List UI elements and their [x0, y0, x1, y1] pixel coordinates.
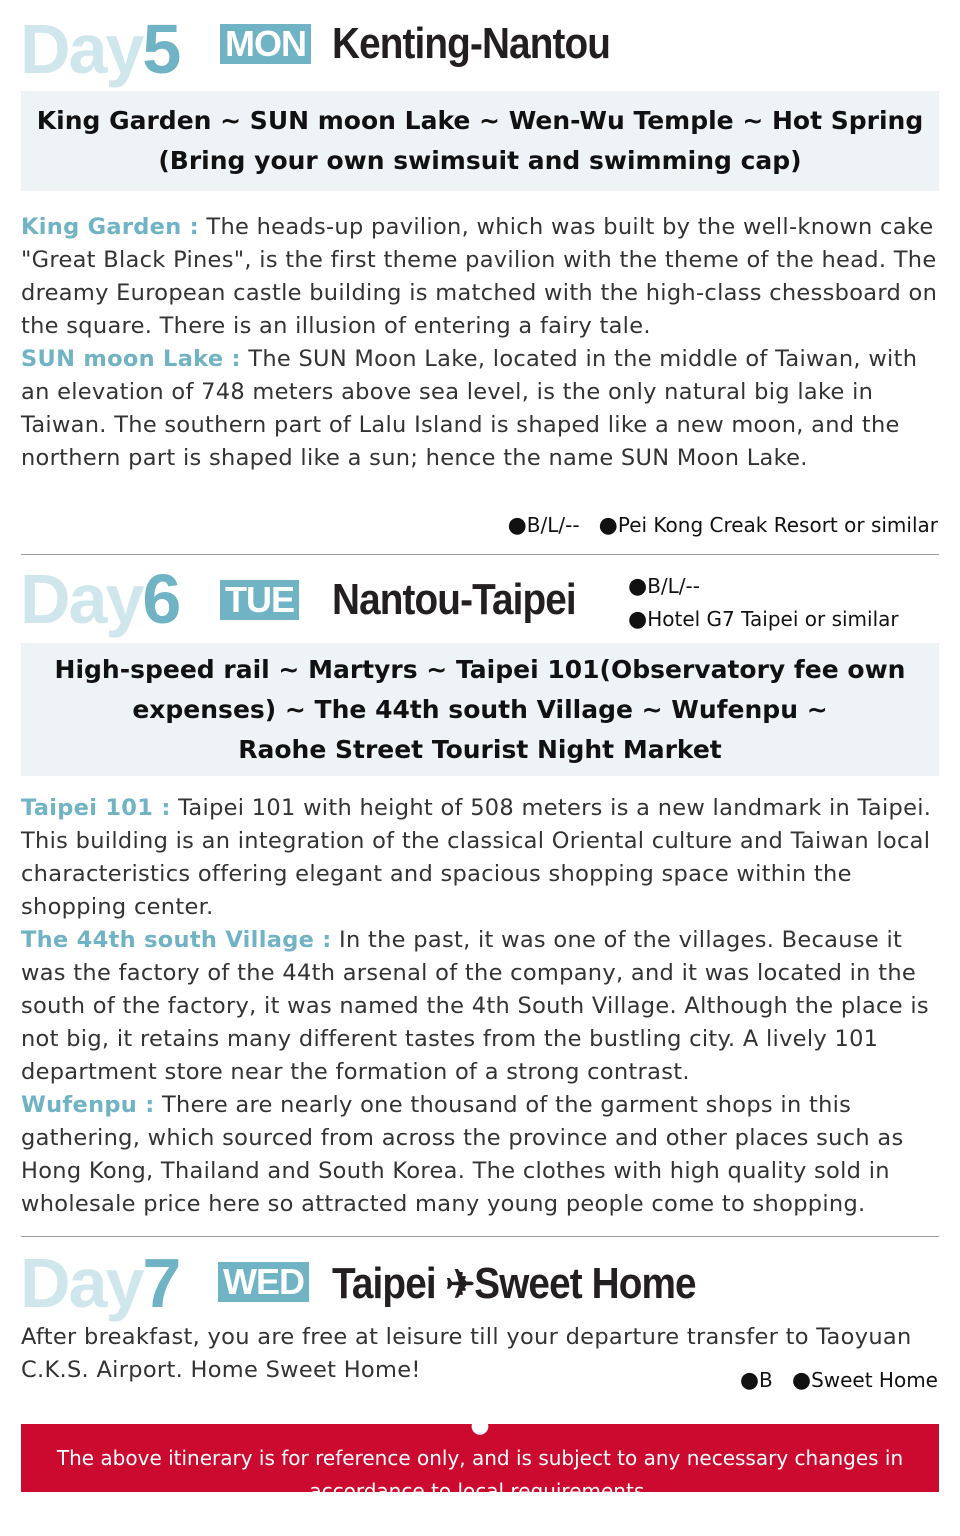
route-to: Sweet Home	[474, 1259, 696, 1308]
bullet-icon: ●	[507, 513, 527, 538]
divider	[21, 554, 939, 555]
paragraph-label: SUN moon Lake :	[21, 346, 241, 372]
day6-header	[20, 560, 620, 654]
bullet-icon: ●	[598, 513, 618, 538]
paragraph	[21, 792, 939, 924]
route-title: Nantou-Taipei	[332, 575, 576, 624]
day-number: 6	[142, 560, 180, 638]
paragraph	[21, 343, 939, 475]
bullet-icon: ●	[628, 607, 648, 632]
paragraph-text: In the past, it was one of the villages. Because it was the factory of the 44th arsenal of the company, and it was located in the south of the factory, it was named the 4th South Village. Although the place is not big, it retains many different tastes from the bustling city. A lively 101 department store near the formation of a strong contrast.	[21, 927, 929, 1085]
route-from: Taipei	[332, 1259, 436, 1308]
paragraph-text: Taipei 101 with height of 508 meters is a new landmark in Taipei. This building is an integration of the classical Oriental culture and Taiwan local characteristics offering elegant and spacious shopping space within the shopping center.	[21, 795, 932, 920]
route-title: Kenting-Nantou	[332, 19, 611, 68]
paragraph-label: Taipei 101 :	[21, 795, 171, 821]
paragraph-label: Wufenpu :	[21, 1092, 155, 1118]
day5-title	[20, 10, 180, 88]
route-title	[332, 1258, 696, 1311]
hotel: Pei Kong Creak Resort or similar	[617, 513, 938, 537]
day5-description	[21, 211, 939, 475]
day7-meal-hotel	[740, 1367, 938, 1394]
paragraph	[21, 1089, 939, 1221]
meals: B/L/--	[526, 513, 580, 537]
disclaimer-text	[21, 1409, 939, 1508]
day-number: 7	[142, 1244, 180, 1322]
hotel-line	[628, 603, 899, 636]
day6-title	[20, 560, 180, 638]
day6-description	[21, 792, 939, 1221]
day5-meal-hotel	[508, 512, 938, 539]
paragraph-text: The heads-up pavilion, which was built by the well-known cake "Great Black Pines", is the first theme pavilion with the theme of the head. The dreamy European castle building is matched with the high-class chessboard on the square. There is an illusion of entering a fairy tale.	[21, 214, 938, 339]
hotel: Hotel G7 Taipei or similar	[647, 607, 899, 631]
highlight-line: (Bring your own swimsuit and swimming cap)	[158, 146, 802, 175]
meals-line	[628, 570, 899, 603]
paragraph-text: After breakfast, you are free at leisure till your departure transfer to Taoyuan C.K.S. Airport. Home Sweet Home!	[21, 1324, 912, 1383]
meals: B/L/--	[647, 574, 700, 598]
day5-highlights-box	[21, 91, 939, 191]
airplane-icon: ✈	[445, 1263, 475, 1307]
day-number: 5	[142, 10, 180, 88]
paragraph	[21, 924, 939, 1089]
bullet-icon: ●	[791, 1368, 812, 1393]
bullet-icon: ●	[470, 1412, 490, 1438]
bullet-icon: ●	[628, 574, 648, 599]
bullet-icon: ●	[739, 1368, 760, 1393]
day-word: Day	[20, 560, 143, 638]
disclaimer-banner	[21, 1412, 939, 1503]
day6-highlights-box	[21, 643, 939, 776]
day7-title	[20, 1244, 180, 1322]
weekday-badge: TUE	[220, 580, 299, 620]
disclaimer-body: The above itinerary is for reference only, and is subject to any necessary changes in accordance to local requirements.	[56, 1445, 904, 1503]
highlight-line: expenses) ~ The 44th south Village ~ Wufenpu ~	[132, 694, 828, 724]
highlight-line: King Garden ~ SUN moon Lake ~ Wen-Wu Temple ~ Hot Spring	[36, 106, 924, 135]
hotel: Sweet Home	[811, 1368, 938, 1392]
day-word: Day	[20, 1244, 143, 1322]
day-word: Day	[20, 10, 143, 88]
divider	[21, 1236, 939, 1237]
highlight-line: High-speed rail ~ Martyrs ~ Taipei 101(Observatory fee own	[54, 654, 906, 684]
paragraph-text: There are nearly one thousand of the garment shops in this gathering, which sourced from across the province and other places such as Hong Kong, Thailand and South Korea. The clothes with high quality sold in wholesale price here so attracted many young people come to shopping.	[21, 1092, 904, 1217]
day6-meal-hotel	[628, 570, 899, 636]
meals: B	[759, 1368, 773, 1392]
paragraph-label: The 44th south Village :	[21, 927, 332, 953]
highlight-line: Raohe Street Tourist Night Market	[238, 734, 722, 764]
weekday-badge: WED	[218, 1262, 309, 1302]
paragraph-text: The SUN Moon Lake, located in the middle of Taiwan, with an elevation of 748 meters above sea level, is the only natural big lake in Taiwan. The southern part of Lalu Island is shaped like a new moon, and the northern part is shaped like a sun; hence the name SUN Moon Lake.	[21, 346, 918, 471]
paragraph-label: King Garden :	[21, 214, 199, 240]
weekday-badge: MON	[220, 24, 311, 64]
paragraph	[21, 211, 939, 343]
